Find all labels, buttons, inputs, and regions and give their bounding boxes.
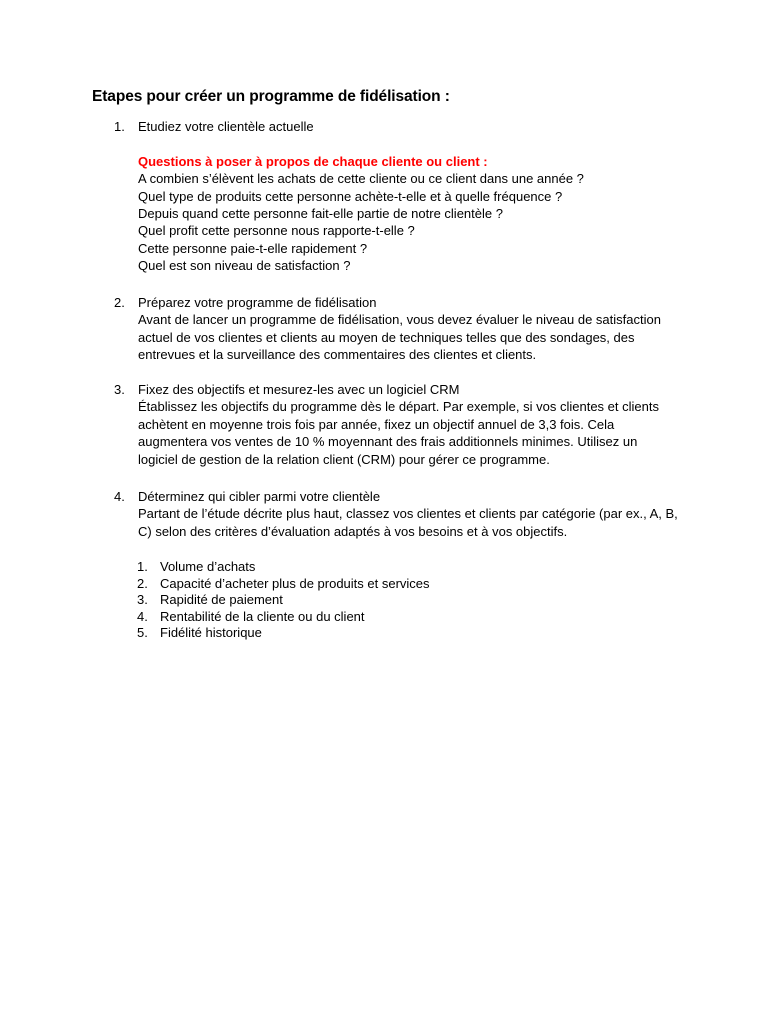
question-line: Quel est son niveau de satisfaction ? — [138, 258, 351, 274]
spacer — [138, 135, 678, 152]
list-item — [0, 608, 768, 625]
list-item — [0, 575, 768, 592]
list-item-number: 4. — [137, 608, 148, 624]
paragraph-line: entrevues et la surveillance des commentaires des clientes et clients. — [138, 347, 537, 363]
paragraph-line: augmentera vos ventes de 10 % moyennant des frais additionnels minimes. Utilisez un — [138, 434, 638, 450]
paragraph-line: achètent en moyenne trois fois par année, fixez un objectif annuel de 3,3 fois. Cela — [138, 416, 615, 432]
question-line: A combien s’élèvent les achats de cette cliente ou ce client dans une année ? — [138, 171, 584, 187]
document-title: Etapes pour créer un programme de fidélisation : — [92, 88, 450, 105]
paragraph-line: Établissez les objectifs du programme dès le départ. Par exemple, si vos clientes et clients — [138, 399, 659, 415]
step-body — [138, 118, 678, 275]
list-item-label: Fidélité historique — [160, 625, 262, 640]
paragraph-line: Avant de lancer un programme de fidélisation, vous devez évaluer le niveau de satisfaction — [138, 312, 661, 328]
step-body — [138, 381, 678, 468]
step-heading: Etudiez votre clientèle actuelle — [138, 119, 314, 134]
paragraph-line: logiciel de gestion de la relation client (CRM) pour gérer ce programme. — [138, 451, 550, 467]
question-line: Quel type de produits cette personne achète-t-elle et à quelle fréquence ? — [138, 188, 563, 204]
list-item — [0, 591, 768, 608]
list-item-label: Capacité d’acheter plus de produits et services — [160, 575, 430, 591]
question-line: Quel profit cette personne nous rapporte-t-elle ? — [138, 223, 415, 239]
question-line: Cette personne paie-t-elle rapidement ? — [138, 240, 368, 256]
list-item-label: Rentabilité de la cliente ou du client — [160, 608, 365, 624]
step-heading: Fixez des objectifs et mesurez-les avec un logiciel CRM — [138, 382, 460, 397]
list-item-number: 5. — [137, 625, 148, 640]
list-item-label: Rapidité de paiement — [160, 592, 283, 607]
step-number: 3. — [114, 382, 125, 397]
questions-subheading: Questions à poser à propos de chaque cliente ou client : — [138, 153, 488, 169]
step-body — [138, 294, 678, 364]
list-item — [0, 624, 768, 641]
list-item — [0, 558, 768, 575]
step-number: 4. — [114, 489, 125, 504]
step-body — [138, 488, 678, 540]
paragraph-line: Partant de l’étude décrite plus haut, classez vos clientes et clients par catégorie (par ex., A, B, — [138, 506, 678, 522]
list-item-number: 3. — [137, 592, 148, 607]
list-item-number: 2. — [137, 575, 148, 591]
paragraph-line: actuel de vos clientes et clients au moyen de techniques telles que des sondages, des — [138, 329, 635, 345]
step-number: 1. — [114, 119, 125, 134]
step-heading: Déterminez qui cibler parmi votre clientèle — [138, 489, 381, 504]
list-item-label: Volume d’achats — [160, 559, 256, 574]
paragraph-line: C) selon des critères d’évaluation adaptés à vos besoins et à vos objectifs. — [138, 523, 568, 539]
step-heading: Préparez votre programme de fidélisation — [138, 295, 377, 310]
question-line: Depuis quand cette personne fait-elle partie de notre clientèle ? — [138, 206, 503, 222]
step-number: 2. — [114, 295, 125, 310]
list-item-number: 1. — [137, 559, 148, 574]
